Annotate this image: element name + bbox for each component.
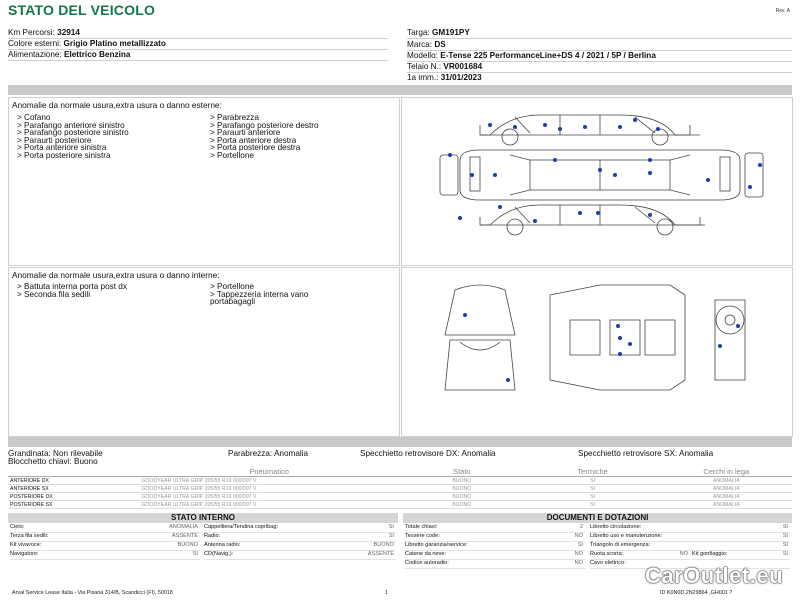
separator-bar-2: [8, 437, 792, 447]
documenti-cell: Libretto garanzia/service: SI: [405, 541, 585, 551]
specchietto-sx-text: Specchietto retrovisore SX: Anomalia: [578, 449, 714, 458]
parabrezza-text: Parabrezza: Anomalia: [228, 449, 309, 458]
damage-dots: [448, 118, 762, 223]
list-item: > Battuta interna porta post dx: [17, 282, 127, 291]
interior-damage-dots: [463, 313, 740, 382]
exterior-list-left: [17, 114, 129, 160]
interior-car-diagram: [440, 280, 770, 400]
page-title: STATO DEL VEICOLO: [8, 2, 156, 18]
documenti-cell: Catene da neve: NO: [405, 550, 585, 560]
modello-row: Modello: E-Tense 225 PerformanceLine+DS 4 / 2021 / 5P / Berlina: [407, 50, 792, 62]
list-item: > Parafango anteriore sinistro: [17, 120, 125, 130]
list-item: portabagagli: [210, 297, 256, 307]
stato-interno-cell: CD(Navig.): ASSENTE: [204, 550, 396, 560]
list-item: > Seconda fila sedili: [17, 289, 91, 299]
list-item: > Parafango posteriore sinistro: [17, 128, 129, 138]
interior-list-right: [210, 283, 308, 306]
km-row: Km Percorsi: 32914: [8, 27, 388, 39]
exterior-list-right: [210, 114, 319, 160]
list-item: > Porta anteriore sinistra: [17, 143, 107, 153]
footer-company: Arval Service Lease Italia - Via Pisana 314/B, Scandicci (FI), 50018: [12, 590, 173, 596]
tyres-table: [8, 467, 792, 509]
table-row: POSTERIORE SX GOODYEAR ULTRA GRIP 205/55 R19 000/097 V BUONO SI ANOMALIA: [8, 501, 792, 509]
list-item: > Cofano: [17, 113, 51, 122]
targa-row: Targa: GM191PY: [407, 27, 792, 39]
table-row: ANTERIORE SX GOODYEAR ULTRA GRIP 205/55 R19 000/097 V BUONO SI ANOMALIA: [8, 485, 792, 493]
blocchetto-text: Blocchetto chiavi: Buono: [8, 457, 98, 466]
kit-gonfiaggio-cell: Kit gonfiaggio: SI: [692, 550, 790, 560]
separator-bar: [8, 85, 792, 95]
table-row: ANTERIORE DX GOODYEAR ULTRA GRIP 205/55 R19 000/097 V BUONO SI ANOMALIA: [8, 477, 792, 485]
list-item: > Portellone: [210, 150, 254, 160]
telaio-row: Telaio N.: VR001684: [407, 61, 792, 73]
list-item: > Parabrezza: [210, 113, 259, 122]
stato-interno-title: STATO INTERNO: [8, 513, 398, 523]
footer-doc-id: ID K0N0D,2N29864 ,GH001 ?: [660, 590, 733, 596]
list-item: > Tappezzeria interna vano: [210, 289, 309, 299]
interior-title: Anomalie da normale usura,extra usura o danno interne:: [12, 270, 220, 280]
documenti-title: DOCUMENTI E DOTAZIONI: [403, 513, 792, 523]
immatricolazione-row: 1a imm.: 31/01/2023: [407, 73, 482, 82]
list-item: > Parafango posteriore destro: [210, 120, 319, 130]
tyres-header-row: Pneumatico Stato Termiche Cerchi in lega: [8, 467, 792, 477]
documenti-cell: Ruota scorta: NO: [590, 550, 690, 560]
stato-interno-cell: Kit vivavoce: BUONO: [10, 541, 200, 551]
car-side-bottom-outline: [480, 205, 700, 225]
list-item: > Porta posteriore destra: [210, 143, 301, 153]
documenti-cell: Triangolo di emergenza: SI: [590, 541, 790, 551]
list-item: > Porta anteriore destra: [210, 135, 297, 145]
table-row: POSTERIORE DX GOODYEAR ULTRA GRIP 205/55 R19 000/097 V BUONO SI ANOMALIA: [8, 493, 792, 501]
stato-interno-cell: Cielo: ANOMALIA: [10, 523, 200, 533]
documenti-cell: Libretto circolazione: SI: [590, 523, 790, 533]
revision-label: Rev. A: [775, 8, 790, 14]
documenti-cell: Tessere code: NO: [405, 532, 585, 542]
documenti-cell: Libretto uso e manutenzione: SI: [590, 532, 790, 542]
interior-list-left: [17, 283, 127, 298]
exterior-title: Anomalie da normale usura,extra usura o danno esterne:: [12, 100, 222, 110]
footer-page: 1: [385, 590, 388, 596]
list-item: > Paraurti posteriore: [17, 135, 92, 145]
stato-interno-cell: Cappelliera/Tendina copribag: SI: [204, 523, 396, 533]
stato-interno-cell: Terza fila sedili: ASSENTE: [10, 532, 200, 542]
list-item: > Paraurti anteriore: [210, 128, 281, 138]
trunk-outline: [445, 340, 515, 390]
list-item: > Portellone: [210, 282, 254, 291]
front-seats-outline: [445, 285, 515, 335]
colore-row: Colore esterni: Grigio Platino metallizzato: [8, 38, 388, 50]
documenti-cell: Codice autoradio: NO: [405, 559, 585, 569]
documenti-cell: Cavo elettrico:: [590, 559, 790, 569]
specchietto-dx-text: Specchietto retrovisore DX: Anomalia: [360, 449, 496, 458]
stato-interno-cell: Antenna radio: BUONO: [204, 541, 396, 551]
exterior-car-diagram: [420, 105, 780, 245]
watermark-logo: CarOutlet.eu: [645, 563, 784, 588]
marca-row: Marca: DS: [407, 39, 792, 51]
grandinata-text: Grandinata: Non rilevabile: [8, 449, 103, 458]
documenti-cell: Totale chiavi: 2: [405, 523, 585, 533]
stato-interno-cell: Navigatore: SI: [10, 550, 200, 560]
stato-interno-cell: Radio: SI: [204, 532, 396, 542]
alimentazione-row: Alimentazione: Elettrico Benzina: [8, 49, 388, 61]
list-item: > Porta posteriore sinistra: [17, 150, 111, 160]
